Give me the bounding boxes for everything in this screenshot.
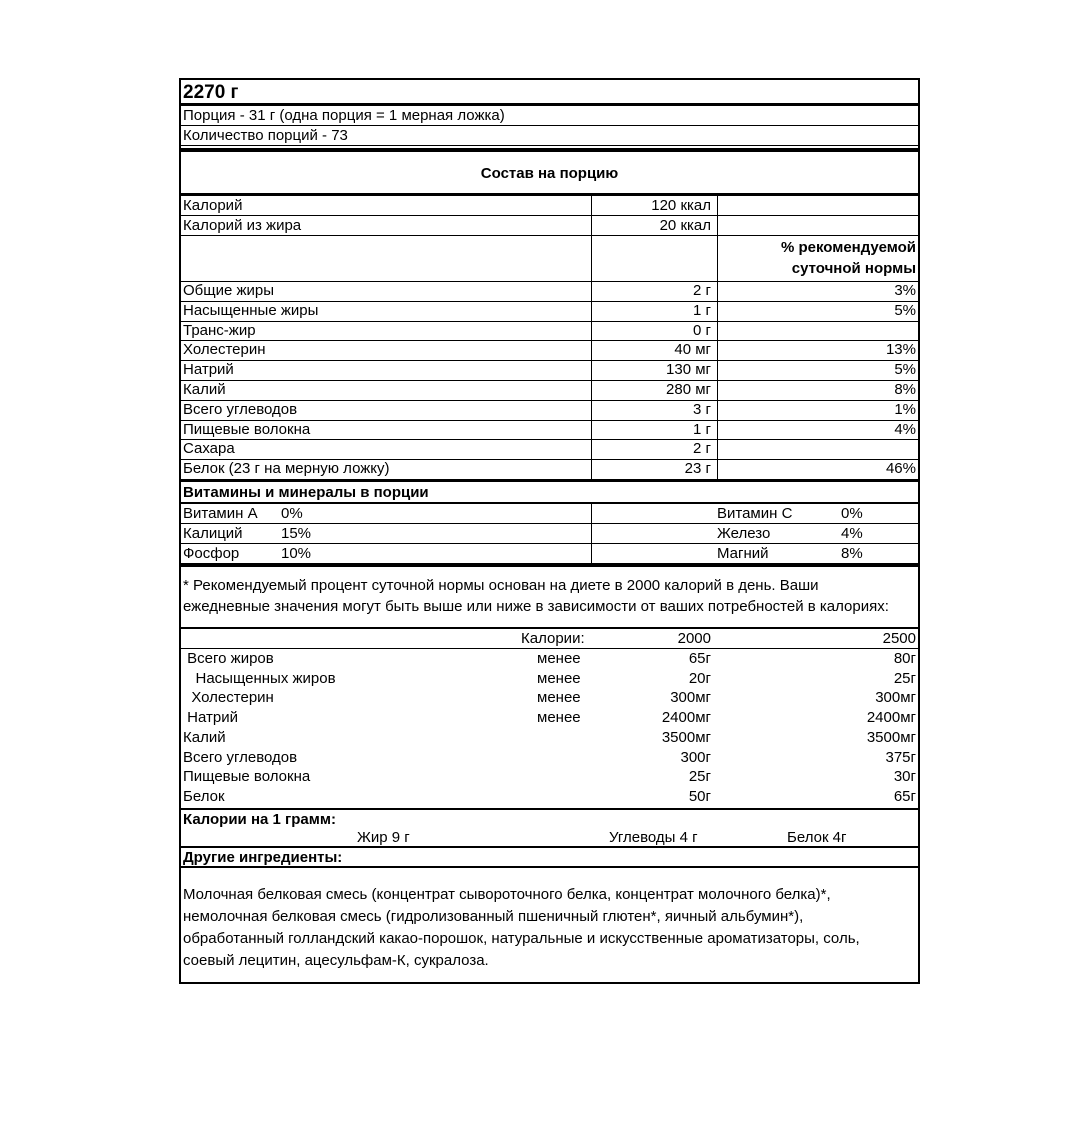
daily-row — [181, 749, 918, 769]
daily-row — [181, 729, 918, 749]
nutrient-row — [181, 361, 918, 381]
daily-col2-header: 2500 — [882, 630, 916, 647]
daily-row-name: Всего углеводов — [183, 748, 298, 766]
daily-row-name: Натрий — [183, 709, 238, 727]
nutrient-name: Калий — [183, 381, 226, 398]
daily-row-2000: 300мг — [670, 689, 711, 707]
nutrient-name: Транс-жир — [183, 321, 256, 339]
calories-value: 120 ккал — [651, 197, 711, 214]
calories-row — [181, 196, 918, 216]
column-divider — [717, 196, 718, 480]
dv-header-line2: суточной нормы — [791, 260, 916, 277]
nutrient-amount: 1 г — [693, 301, 711, 319]
vitamin-right-name: Витамин С — [717, 505, 793, 522]
daily-row-2000: 3500мг — [661, 728, 711, 746]
ingredient-line: обработанный голландский какао-порошок, натуральные и искусственные ароматизаторы, соль, — [183, 930, 860, 947]
ingredients-title: Другие ингредиенты: — [183, 849, 343, 866]
nutrient-name: Натрий — [183, 361, 234, 379]
nutrition-label — [179, 78, 920, 984]
daily-row-2000: 65г — [688, 650, 711, 667]
vitamin-right-value: 4% — [841, 525, 863, 542]
nutrient-dv: 46% — [885, 460, 916, 478]
fat-calories-value: 20 ккал — [659, 217, 711, 234]
dv-header-line1: % рекомендуемой — [780, 239, 916, 256]
nutrient-row — [181, 322, 918, 342]
nutrient-name: Всего углеводов — [183, 400, 298, 418]
vitamin-row — [181, 504, 918, 524]
net-weight: 2270 г — [183, 82, 239, 103]
daily-header-label: Калории: — [521, 630, 585, 647]
vitamin-row — [181, 524, 918, 544]
weight-row — [181, 80, 918, 106]
nutrient-amount: 23 г — [684, 460, 711, 478]
nutrient-dv: 13% — [885, 341, 916, 359]
daily-row-qualifier: менее — [537, 650, 581, 667]
nutrient-dv: 3% — [894, 282, 916, 299]
nutrient-name: Насыщенные жиры — [183, 301, 319, 319]
vitamin-left-name: Фосфор — [183, 545, 240, 562]
daily-row-name: Калий — [183, 728, 226, 746]
vitamin-right-value: 0% — [841, 505, 863, 522]
vitamin-right-value: 8% — [841, 545, 863, 562]
nutrient-name: Белок (23 г на мерную ложку) — [183, 460, 390, 478]
vitamin-left-value: 15% — [281, 525, 312, 542]
nutrient-row — [181, 440, 918, 460]
nutrient-name: Холестерин — [183, 341, 266, 359]
composition-title-row — [181, 152, 918, 196]
daily-row-name: Холестерин — [183, 689, 274, 707]
daily-row-2500: 80г — [893, 650, 916, 667]
daily-row-qualifier: менее — [537, 669, 581, 687]
nutrient-dv: 5% — [894, 361, 916, 379]
nutrient-amount: 3 г — [693, 400, 711, 418]
daily-row-2000: 50г — [688, 787, 711, 805]
servings-count-row — [181, 126, 918, 146]
daily-row-name: Пищевые волокна — [183, 768, 311, 786]
servings-count: Количество порций - 73 — [183, 127, 348, 144]
nutrient-row — [181, 302, 918, 322]
daily-row — [181, 689, 918, 709]
nutrient-amount: 1 г — [693, 420, 711, 438]
serving-row — [181, 106, 918, 126]
calories-per-gram-title: Калории на 1 грамм: — [183, 811, 336, 828]
nutrient-row — [181, 381, 918, 401]
vitamin-row — [181, 544, 918, 564]
nutrient-amount: 0 г — [693, 321, 711, 339]
composition-title: Состав на порцию — [480, 165, 619, 182]
daily-row-name: Белок — [183, 787, 225, 805]
column-divider — [591, 504, 592, 564]
calories-per-gram-row — [181, 810, 918, 848]
daily-row-2000: 20г — [688, 669, 711, 687]
daily-row — [181, 709, 918, 729]
nutrient-dv: 5% — [894, 301, 916, 319]
nutrient-name: Пищевые волокна — [183, 420, 311, 438]
fat-per-gram: Жир 9 г — [357, 829, 410, 846]
daily-row-name: Насыщенных жиров — [183, 669, 336, 687]
nutrient-amount: 2 г — [693, 282, 711, 299]
column-divider — [591, 196, 592, 480]
vitamin-left-name: Витамин А — [183, 505, 258, 522]
nutrient-amount: 2 г — [693, 440, 711, 458]
ingredients-title-row — [181, 848, 918, 868]
nutrient-amount: 130 мг — [666, 361, 711, 379]
daily-row — [181, 670, 918, 690]
daily-row-2500: 2400мг — [866, 709, 916, 727]
vitamin-left-value: 0% — [281, 505, 303, 522]
daily-row-2500: 300мг — [875, 689, 916, 707]
nutrient-dv: 4% — [894, 420, 916, 438]
daily-col1-header: 2000 — [677, 630, 711, 647]
vitamin-left-value: 10% — [281, 545, 312, 562]
daily-row-2000: 2400мг — [661, 709, 711, 727]
nutrient-amount: 40 мг — [674, 341, 711, 359]
ingredient-line: соевый лецитин, ацесульфам-К, сукралоза. — [183, 952, 489, 969]
daily-row-2000: 300г — [680, 748, 711, 766]
daily-row-2500: 30г — [893, 768, 916, 786]
ingredient-line: немолочная белковая смесь (гидролизованный пшеничный глютен*, яичный альбумин*), — [183, 908, 804, 925]
vitamins-title-row — [181, 482, 918, 504]
vitamin-left-name: Калиций — [183, 525, 243, 542]
daily-row-2500: 375г — [885, 748, 916, 766]
nutrient-row — [181, 282, 918, 302]
daily-row — [181, 788, 918, 808]
ingredient-line: Молочная белковая смесь (концентрат сывороточного белка, концентрат молочного белка)*, — [183, 886, 831, 903]
nutrient-dv: 1% — [894, 400, 916, 418]
daily-row-qualifier: менее — [537, 689, 581, 707]
nutrient-name: Общие жиры — [183, 282, 275, 299]
vitamin-right-name: Магний — [717, 545, 769, 562]
vitamin-right-name: Железо — [717, 525, 771, 542]
daily-row-2500: 65г — [893, 787, 916, 805]
serving-size: Порция - 31 г (одна порция = 1 мерная ложка) — [183, 107, 505, 124]
nutrient-name: Сахара — [183, 440, 235, 458]
carbs-per-gram: Углеводы 4 г — [609, 829, 698, 846]
daily-row — [181, 768, 918, 788]
footnote-row — [181, 567, 918, 629]
nutrient-dv: 8% — [894, 381, 916, 398]
footnote-line2: ежедневные значения могут быть выше или ниже в зависимости от ваших потребностей в калориях: — [183, 598, 889, 615]
nutrient-amount: 280 мг — [666, 381, 711, 398]
vitamins-title: Витамины и минералы в порции — [183, 484, 429, 501]
nutrient-row — [181, 341, 918, 361]
fat-calories-label: Калорий из жира — [183, 217, 302, 234]
daily-row — [181, 650, 918, 670]
daily-row-2500: 3500мг — [866, 728, 916, 746]
daily-row-qualifier: менее — [537, 709, 581, 727]
daily-row-2000: 25г — [688, 768, 711, 786]
nutrient-row — [181, 401, 918, 421]
protein-per-gram: Белок 4г — [787, 829, 847, 846]
daily-header-row — [181, 629, 918, 649]
daily-row-2500: 25г — [893, 669, 916, 687]
calories-label: Калорий — [183, 197, 243, 214]
footnote-line1: * Рекомендуемый процент суточной нормы основан на диете в 2000 калорий в день. Ваши — [183, 577, 819, 594]
dv-header-row — [181, 236, 918, 282]
fat-calories-row — [181, 216, 918, 236]
daily-row-name: Всего жиров — [183, 650, 274, 667]
nutrient-row — [181, 460, 918, 480]
nutrient-row — [181, 421, 918, 441]
